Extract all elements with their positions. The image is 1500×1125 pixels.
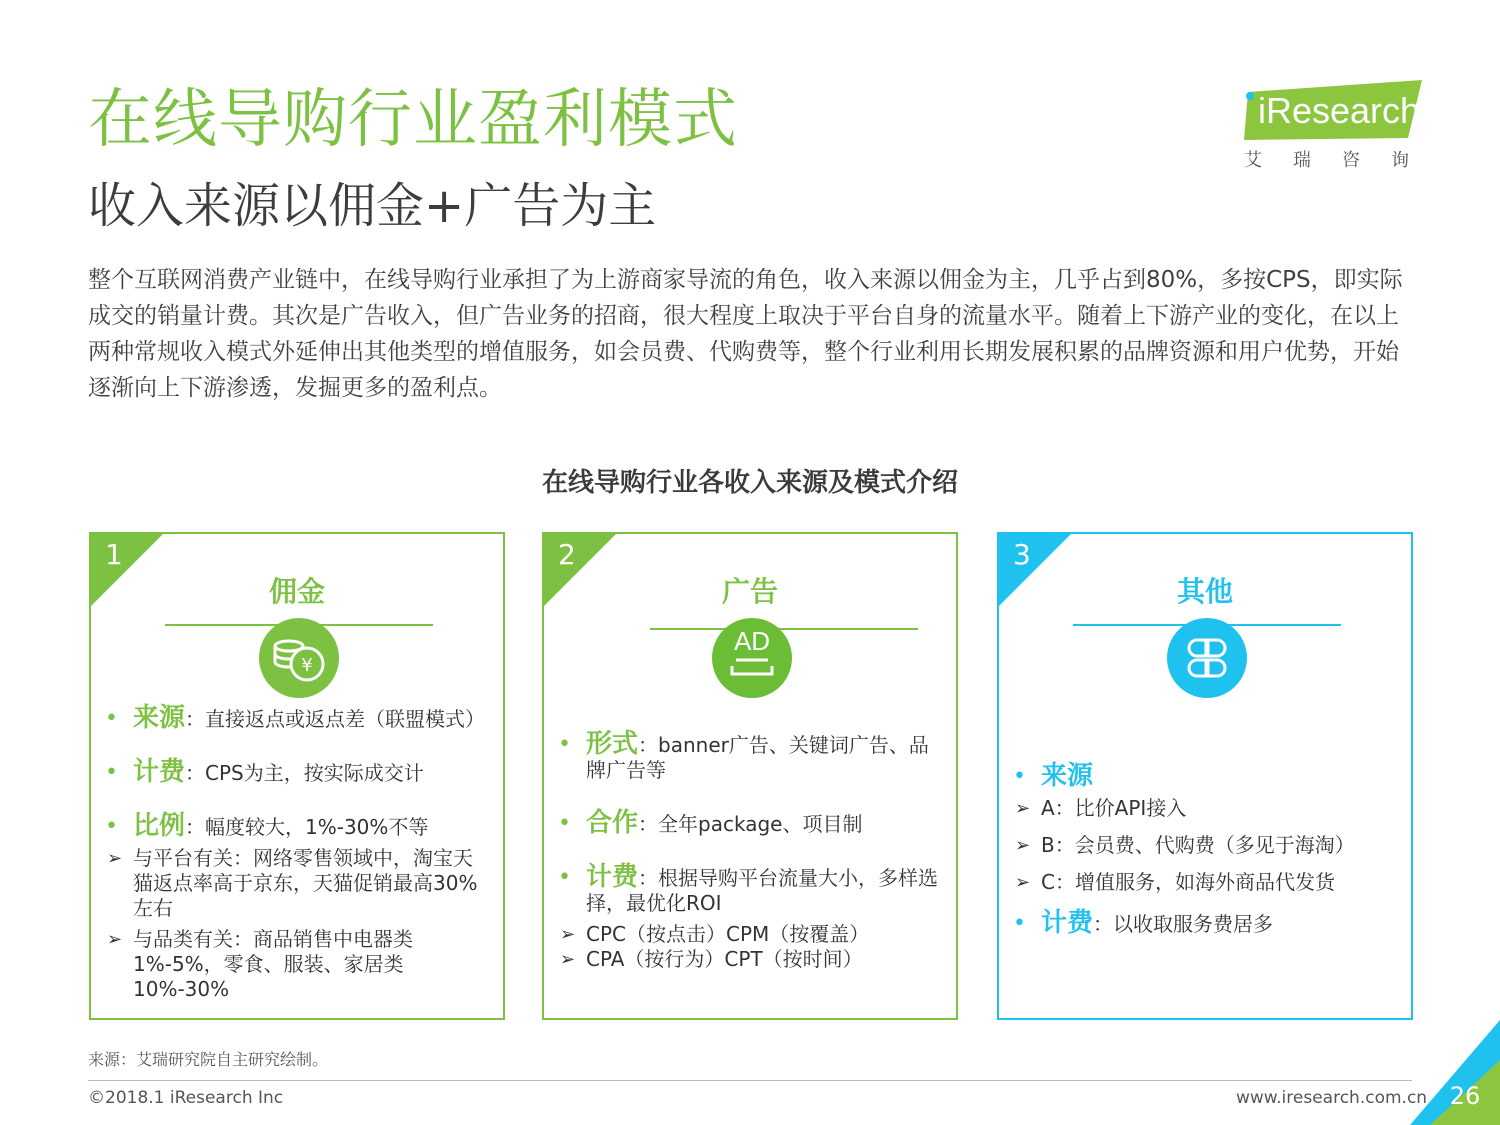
arrow-icon: ➢: [107, 929, 123, 950]
arrow-icon: ➢: [560, 949, 576, 970]
page-subtitle: 收入来源以佣金+广告为主: [88, 178, 657, 234]
list-item: • 形式：banner广告、关键词广告、品牌广告等: [558, 729, 929, 782]
logo-chinese: 艾瑞咨询: [1244, 150, 1440, 171]
page-number: 26: [1449, 1082, 1481, 1110]
card-number: 1: [105, 538, 123, 571]
card-other: [997, 532, 1413, 1020]
card-body: [556, 729, 944, 978]
list-item: • 合作：全年package、项目制: [558, 808, 863, 838]
intro-paragraph: 整个互联网消费产业链中，在线导购行业承担了为上游商家导流的角色，收入来源以佣金为主，几乎占到80%，多按CPS，即实际成交的销量计费。其次是广告收入，但广告业务的招商，很大程度上取决于平台自身的流量水平。随着上下游产业的变化，在以上两种常规收入模式外延伸出其他类型的增值服务，如会员费、代购费等，整个行业利用长期发展积累的品牌资源和用户优势，开始逐渐向上下游渗透，发掘更多的盈利点。: [88, 267, 1403, 401]
list-item: • 计费：CPS为主，按实际成交计: [105, 757, 424, 787]
list-item: • 计费：以收取服务费居多: [1013, 908, 1274, 938]
logo-name: iResearch: [1258, 90, 1421, 131]
card-number: 3: [1013, 538, 1031, 571]
arrow-icon: ➢: [107, 848, 123, 869]
four-petal-icon: [1167, 618, 1247, 698]
sub-item: ➢ CPC（按点击）CPM（按覆盖）: [560, 922, 870, 946]
list-item: • 来源: [1013, 761, 1094, 791]
card-title: 佣金: [268, 575, 325, 608]
ad-icon: AD: [712, 618, 792, 698]
arrow-icon: ➢: [1015, 835, 1031, 856]
section-title: 在线导购行业各收入来源及模式介绍: [541, 468, 958, 498]
card-number: 2: [558, 538, 576, 571]
list-item: • 来源：直接返点或返点差（联盟模式）: [105, 703, 486, 733]
arrow-icon: ➢: [1015, 798, 1031, 819]
coins-yen-icon: [259, 618, 339, 698]
card-advertising: [542, 532, 958, 1020]
footer-divider: [88, 1080, 1412, 1081]
copyright: ©2018.1 iResearch Inc: [88, 1088, 284, 1108]
source-note: 来源：艾瑞研究院自主研究绘制。: [88, 1050, 329, 1069]
sub-item: ➢ C：增值服务，如海外商品代发货: [1015, 870, 1335, 894]
website-url: www.iresearch.com.cn: [1236, 1088, 1428, 1108]
sub-item: ➢ 与品类有关：商品销售中电器类1%-5%，零食、服装、家居类10%-30%: [107, 927, 413, 1001]
card-title: 其他: [1176, 575, 1233, 608]
page-title: 在线导购行业盈利模式: [88, 83, 738, 157]
sub-item: ➢ A：比价API接入: [1015, 796, 1187, 820]
card-title: 广告: [721, 575, 778, 608]
card-body: [1011, 761, 1399, 965]
sub-item: ➢ CPA（按行为）CPT（按时间）: [560, 947, 863, 971]
sub-item: ➢ B：会员费、代购费（多见于海淘）: [1015, 833, 1355, 857]
arrow-icon: ➢: [560, 924, 576, 945]
list-item: • 比例：幅度较大，1%-30%不等: [105, 811, 429, 841]
arrow-icon: ➢: [1015, 872, 1031, 893]
list-item: • 计费：根据导购平台流量大小，多样选择，最优化ROI: [558, 862, 939, 915]
sub-item: ➢ 与平台有关：网络零售领域中，淘宝天猫返点率高于京东，天猫促销最高30%左右: [107, 846, 478, 920]
card-body: [103, 703, 491, 1008]
iresearch-logo: [1236, 78, 1440, 171]
svg-text:¥: ¥: [301, 655, 313, 676]
card-commission: [89, 532, 505, 1020]
